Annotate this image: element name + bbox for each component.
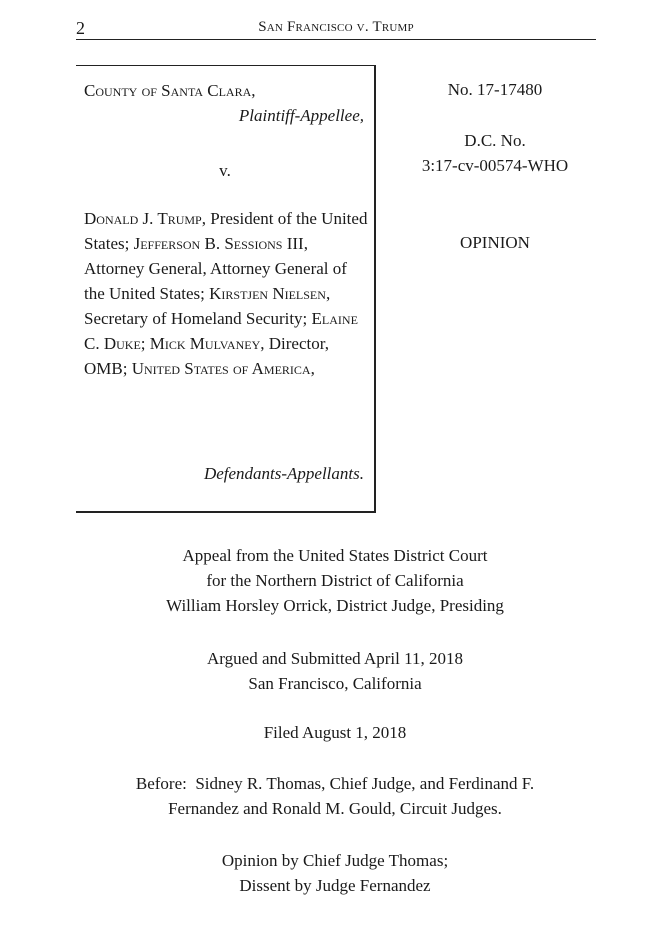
case-number: No. 17-17480 [447, 80, 543, 99]
district-court-number: 3:17-cv-00574-WHO [421, 156, 569, 175]
opinion-by-line: Opinion by Chief Judge Thomas; [221, 851, 449, 870]
versus: v. [219, 161, 231, 180]
defendant-title: , Secretary of Homeland Security; [84, 284, 331, 328]
defendant-name: Jefferson B. Sessions III [133, 234, 304, 253]
plaintiff-name: County of Santa Clara, [84, 81, 256, 100]
running-head: San Francisco v. Trump [258, 19, 414, 35]
argued-line: Argued and Submitted April 11, 2018 [207, 649, 463, 668]
defendant-title: ; [140, 334, 150, 353]
appeal-line: William Horsley Orrick, District Judge, Presiding [166, 596, 504, 615]
defendant-title: , Attorney General, Attorney General of the United States; [84, 234, 347, 303]
defendants-role: Defendants-Appellants. [203, 464, 364, 483]
defendant-title: , [310, 359, 315, 378]
filed-date [40, 720, 630, 745]
defendants-list [84, 206, 369, 381]
defendant-title: , President of the United States; [84, 209, 368, 253]
defendant-name: Donald J. Trump [84, 209, 202, 228]
page-header [76, 14, 596, 40]
appeal-info [40, 543, 630, 618]
district-court-label: D.C. No. [464, 131, 526, 150]
filed-line: Filed August 1, 2018 [263, 723, 407, 742]
argued-info [40, 646, 630, 696]
defendant-name: Elaine C. Duke [84, 309, 358, 353]
plaintiff-role: Plaintiff-Appellee, [238, 106, 364, 125]
header-rule [76, 39, 596, 40]
argued-line: San Francisco, California [248, 674, 422, 693]
defendant-name: Mick Mulvaney [149, 334, 261, 353]
panel-judges [40, 771, 630, 821]
appeal-line: for the Northern District of California [206, 571, 464, 590]
appeal-line: Appeal from the United States District Court [182, 546, 488, 565]
defendant-name: United States of America [131, 359, 311, 378]
opinion-label: OPINION [460, 233, 530, 252]
defendant-title: , Director, OMB; [84, 334, 329, 378]
before-line: Fernandez and Ronald M. Gould, Circuit Judges. [168, 799, 502, 818]
before-line: Before: Sidney R. Thomas, Chief Judge, and Ferdinand F. [135, 774, 535, 793]
page-number: 2 [76, 18, 85, 38]
opinion-by-line: Dissent by Judge Fernandez [239, 876, 431, 895]
opinion-authors [40, 848, 630, 898]
case-caption-box [76, 65, 376, 513]
defendant-name: Kirstjen Nielsen [209, 284, 326, 303]
